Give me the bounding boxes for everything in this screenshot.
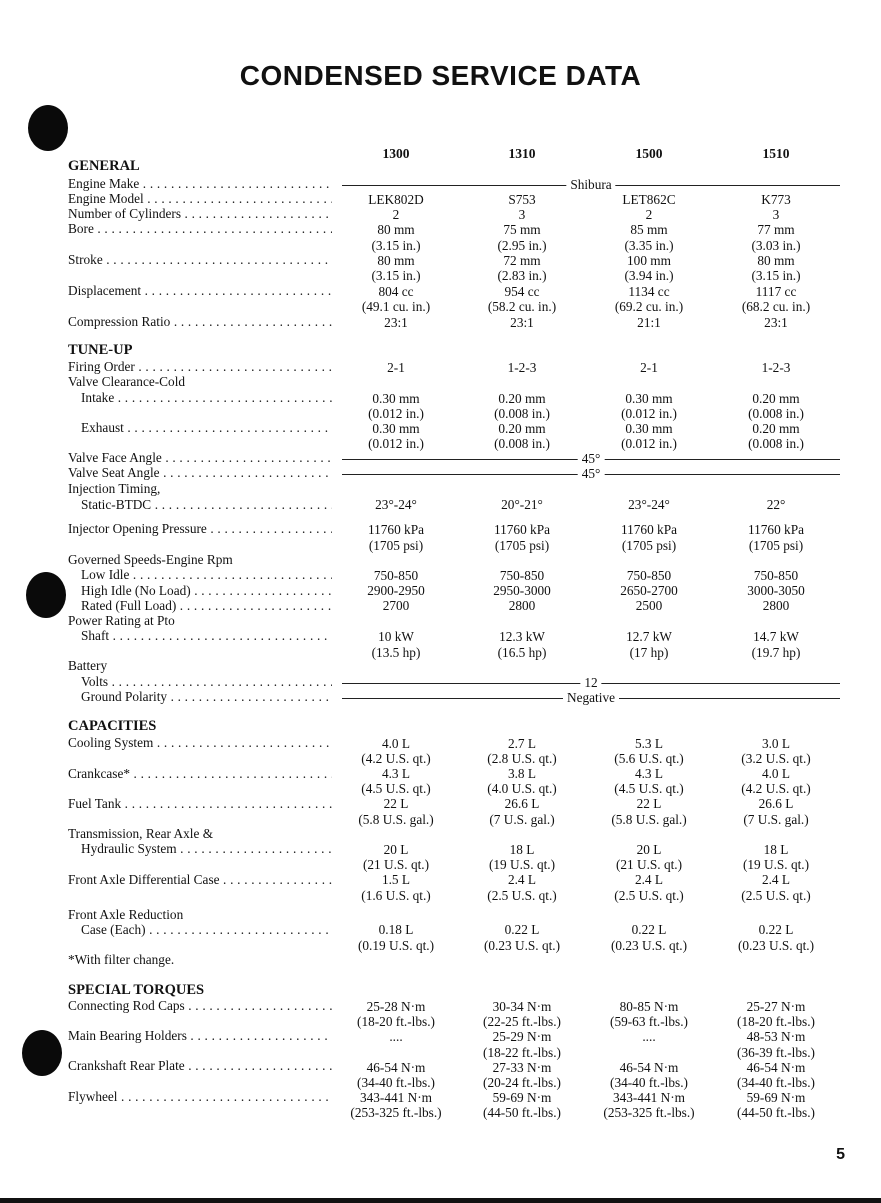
value-stroke-b-1300: (3.15 in.) <box>371 268 421 283</box>
span-text: 12 <box>580 675 601 691</box>
value-rod-a-1310: 30-34 N·m <box>492 999 552 1014</box>
value-diff-b-1300: (1.6 U.S. qt.) <box>361 888 431 903</box>
value-hyd-a-1310: 18 L <box>509 842 535 857</box>
span-value-valve-seat <box>342 466 840 482</box>
value-injector-a-1300: 11760 kPa <box>367 522 425 537</box>
column-header-1510: 1510 <box>762 146 790 161</box>
value-exhaust-a-1510: 0.20 mm <box>752 421 800 436</box>
value-intake-b-1310: (0.008 in.) <box>494 406 550 421</box>
label-cylinders: Number of Cylinders . . . <box>68 206 332 222</box>
label-firing-order: Firing Order . . . <box>68 359 332 375</box>
value-power-a-1310: 12.3 kW <box>499 629 545 644</box>
value-main-b-1310: (18-22 ft.-lbs.) <box>483 1045 561 1060</box>
value-low-idle-1310: 750-850 <box>499 568 545 583</box>
value-crank-b-1500: (4.5 U.S. qt.) <box>614 781 684 796</box>
bottom-rule <box>0 1198 881 1203</box>
section-torques: SPECIAL TORQUES <box>68 982 205 998</box>
value-intake-b-1300: (0.012 in.) <box>368 406 424 421</box>
value-injector-a-1310: 11760 kPa <box>493 522 551 537</box>
value-red-b-1310: (0.23 U.S. qt.) <box>483 938 561 953</box>
binder-hole-bottom <box>22 1030 62 1076</box>
value-rear-b-1510: (34-40 ft.-lbs.) <box>737 1075 815 1090</box>
label-valve-face: Valve Face Angle . . . <box>68 450 332 466</box>
label-front-diff: Front Axle Differential Case . . . <box>68 872 332 888</box>
value-main-a-1510: 48-53 N·m <box>746 1029 806 1044</box>
label-valve-clearance: Valve Clearance-Cold <box>68 374 186 389</box>
value-exhaust-a-1310: 0.20 mm <box>498 421 546 436</box>
label-injector-pressure: Injector Opening Pressure . . . <box>68 521 332 537</box>
value-exhaust-b-1510: (0.008 in.) <box>748 436 804 451</box>
value-rod-b-1310: (22-25 ft.-lbs.) <box>483 1014 561 1029</box>
value-cooling-a-1300: 4.0 L <box>381 736 411 751</box>
value-stroke-a-1500: 100 mm <box>627 253 671 268</box>
value-firing-order-1310: 1-2-3 <box>507 360 537 375</box>
page-number: 5 <box>836 1146 845 1163</box>
value-injector-b-1310: (1705 psi) <box>494 538 550 553</box>
value-injector-a-1500: 11760 kPa <box>620 522 678 537</box>
value-power-a-1510: 14.7 kW <box>753 629 799 644</box>
value-crank-b-1310: (4.0 U.S. qt.) <box>487 781 557 796</box>
label-rod-caps: Connecting Rod Caps . . . <box>68 998 332 1014</box>
value-high-idle-1300: 2900-2950 <box>367 583 425 598</box>
value-hyd-a-1510: 18 L <box>763 842 789 857</box>
value-fly-b-1510: (44-50 ft.-lbs.) <box>737 1105 815 1120</box>
value-cooling-a-1500: 5.3 L <box>634 736 664 751</box>
value-firing-order-1500: 2-1 <box>640 360 658 375</box>
value-red-b-1510: (0.23 U.S. qt.) <box>737 938 815 953</box>
label-engine-make: Engine Make . . . <box>68 176 332 192</box>
label-case-each: Case (Each) . . . <box>81 922 332 938</box>
value-intake-a-1510: 0.20 mm <box>752 391 800 406</box>
value-fly-a-1500: 343-441 N·m <box>612 1090 686 1105</box>
value-rated-1510: 2800 <box>762 598 790 613</box>
value-diff-b-1310: (2.5 U.S. qt.) <box>487 888 557 903</box>
value-red-b-1500: (0.23 U.S. qt.) <box>610 938 688 953</box>
value-stroke-b-1500: (3.94 in.) <box>624 268 674 283</box>
value-power-b-1310: (16.5 hp) <box>497 645 547 660</box>
value-crank-b-1510: (4.2 U.S. qt.) <box>741 781 811 796</box>
value-disp-b-1510: (68.2 cu. in.) <box>741 299 811 314</box>
value-red-b-1300: (0.19 U.S. qt.) <box>357 938 435 953</box>
value-red-a-1510: 0.22 L <box>758 922 794 937</box>
value-crank-b-1300: (4.5 U.S. qt.) <box>361 781 431 796</box>
section-general: GENERAL <box>68 158 140 174</box>
value-rated-1300: 2700 <box>382 598 410 613</box>
label-ground: Ground Polarity . . . <box>81 689 332 705</box>
value-bore-a-1510: 77 mm <box>757 222 795 237</box>
span-value-ground <box>342 690 840 706</box>
value-firing-order-1300: 2-1 <box>387 360 405 375</box>
value-intake-b-1510: (0.008 in.) <box>748 406 804 421</box>
value-compression-1510: 23:1 <box>764 315 788 330</box>
value-rod-b-1300: (18-20 ft.-lbs.) <box>357 1014 435 1029</box>
value-power-a-1300: 10 kW <box>378 629 414 644</box>
value-rear-a-1500: 46-54 N·m <box>619 1060 679 1075</box>
value-hyd-b-1510: (19 U.S. qt.) <box>742 857 810 872</box>
value-disp-b-1500: (69.2 cu. in.) <box>614 299 684 314</box>
value-exhaust-b-1300: (0.012 in.) <box>368 436 424 451</box>
value-fuel-a-1500: 22 L <box>636 796 662 811</box>
value-fuel-b-1300: (5.8 U.S. gal.) <box>358 812 434 827</box>
label-battery: Battery <box>68 658 108 673</box>
value-cylinders-1510: 3 <box>772 207 780 222</box>
value-firing-order-1510: 1-2-3 <box>761 360 791 375</box>
value-cooling-b-1310: (2.8 U.S. qt.) <box>487 751 557 766</box>
label-volts: Volts . . . <box>81 674 332 690</box>
value-engine-model-1300: LEK802D <box>368 192 424 207</box>
label-injection-timing: Injection Timing, <box>68 481 161 496</box>
value-exhaust-b-1500: (0.012 in.) <box>621 436 677 451</box>
value-rear-b-1500: (34-40 ft.-lbs.) <box>610 1075 688 1090</box>
value-high-idle-1510: 3000-3050 <box>747 583 805 598</box>
value-fly-b-1310: (44-50 ft.-lbs.) <box>483 1105 561 1120</box>
value-timing-1310: 20°-21° <box>501 497 543 512</box>
value-rod-a-1510: 25-27 N·m <box>746 999 806 1014</box>
value-diff-b-1500: (2.5 U.S. qt.) <box>614 888 684 903</box>
span-text: Negative <box>563 690 619 706</box>
value-stroke-b-1310: (2.83 in.) <box>497 268 547 283</box>
label-crankcase: Crankcase* . . . <box>68 766 332 782</box>
value-red-a-1300: 0.18 L <box>378 922 414 937</box>
span-text: 45° <box>578 466 605 482</box>
value-cooling-a-1310: 2.7 L <box>507 736 537 751</box>
value-main-a-1310: 25-29 N·m <box>492 1029 552 1044</box>
value-rear-b-1310: (20-24 ft.-lbs.) <box>483 1075 561 1090</box>
value-timing-1500: 23°-24° <box>628 497 670 512</box>
label-engine-model: Engine Model . . . <box>68 191 332 207</box>
value-stroke-a-1300: 80 mm <box>377 253 415 268</box>
value-engine-model-1310: S753 <box>508 192 536 207</box>
span-text: 45° <box>578 451 605 467</box>
value-fly-a-1310: 59-69 N·m <box>492 1090 552 1105</box>
value-fuel-a-1300: 22 L <box>383 796 409 811</box>
value-disp-a-1500: 1134 cc <box>628 284 670 299</box>
label-rated: Rated (Full Load) . . . <box>81 598 332 614</box>
label-displacement: Displacement . . . <box>68 283 332 299</box>
value-rod-b-1500: (59-63 ft.-lbs.) <box>610 1014 688 1029</box>
label-transmission: Transmission, Rear Axle & <box>68 826 214 841</box>
column-header-1500: 1500 <box>635 146 663 161</box>
span-value-engine-make <box>342 177 840 193</box>
value-fly-b-1500: (253-325 ft.-lbs.) <box>603 1105 695 1120</box>
value-diff-a-1510: 2.4 L <box>761 872 791 887</box>
value-fuel-b-1510: (7 U.S. gal.) <box>743 812 809 827</box>
value-intake-a-1300: 0.30 mm <box>372 391 420 406</box>
section-tuneup: TUNE-UP <box>68 342 133 358</box>
value-rated-1500: 2500 <box>635 598 663 613</box>
binder-hole-top <box>28 105 68 151</box>
value-power-a-1500: 12.7 kW <box>626 629 672 644</box>
value-red-a-1310: 0.22 L <box>504 922 540 937</box>
value-rear-a-1510: 46-54 N·m <box>746 1060 806 1075</box>
value-main-b-1510: (36-39 ft.-lbs.) <box>737 1045 815 1060</box>
label-rear-plate: Crankshaft Rear Plate . . . <box>68 1058 332 1074</box>
value-intake-a-1500: 0.30 mm <box>625 391 673 406</box>
label-compression: Compression Ratio . . . <box>68 314 332 330</box>
value-cylinders-1310: 3 <box>518 207 526 222</box>
label-stroke: Stroke . . . <box>68 252 332 268</box>
value-bore-a-1300: 80 mm <box>377 222 415 237</box>
value-power-b-1500: (17 hp) <box>629 645 669 660</box>
value-bore-a-1310: 75 mm <box>503 222 541 237</box>
label-flywheel: Flywheel . . . <box>68 1089 332 1105</box>
value-intake-b-1500: (0.012 in.) <box>621 406 677 421</box>
label-governed: Governed Speeds-Engine Rpm <box>68 552 233 567</box>
column-header-1310: 1310 <box>508 146 536 161</box>
value-diff-a-1310: 2.4 L <box>507 872 537 887</box>
value-red-a-1500: 0.22 L <box>631 922 667 937</box>
value-cylinders-1500: 2 <box>645 207 653 222</box>
label-shaft: Shaft . . . <box>81 628 332 644</box>
label-intake: Intake . . . <box>81 390 332 406</box>
label-high-idle: High Idle (No Load) . . . <box>81 583 332 599</box>
value-exhaust-b-1310: (0.008 in.) <box>494 436 550 451</box>
value-disp-a-1300: 804 cc <box>378 284 414 299</box>
label-front-reduction: Front Axle Reduction <box>68 907 184 922</box>
value-rated-1310: 2800 <box>508 598 536 613</box>
value-crank-a-1310: 3.8 L <box>507 766 537 781</box>
value-intake-a-1310: 0.20 mm <box>498 391 546 406</box>
value-compression-1310: 23:1 <box>510 315 534 330</box>
value-injector-b-1500: (1705 psi) <box>621 538 677 553</box>
value-hyd-a-1300: 20 L <box>383 842 409 857</box>
column-header-1300: 1300 <box>382 146 410 161</box>
value-high-idle-1310: 2950-3000 <box>493 583 551 598</box>
value-rear-b-1300: (34-40 ft.-lbs.) <box>357 1075 435 1090</box>
value-timing-1300: 23°-24° <box>375 497 417 512</box>
value-bore-b-1310: (2.95 in.) <box>497 238 547 253</box>
value-fly-a-1300: 343-441 N·m <box>359 1090 433 1105</box>
value-injector-b-1300: (1705 psi) <box>368 538 424 553</box>
binder-hole-middle <box>26 572 66 618</box>
value-fuel-a-1510: 26.6 L <box>758 796 794 811</box>
value-diff-b-1510: (2.5 U.S. qt.) <box>741 888 811 903</box>
value-rod-a-1300: 25-28 N·m <box>366 999 426 1014</box>
value-diff-a-1500: 2.4 L <box>634 872 664 887</box>
value-hyd-b-1300: (21 U.S. qt.) <box>362 857 430 872</box>
value-fly-a-1510: 59-69 N·m <box>746 1090 806 1105</box>
label-low-idle: Low Idle . . . <box>81 567 332 583</box>
label-cooling: Cooling System . . . <box>68 735 332 751</box>
value-crank-a-1510: 4.0 L <box>761 766 791 781</box>
label-exhaust: Exhaust . . . <box>81 420 332 436</box>
section-capacities: CAPACITIES <box>68 718 157 734</box>
value-fuel-a-1310: 26.6 L <box>504 796 540 811</box>
page-title: CONDENSED SERVICE DATA <box>239 60 642 91</box>
value-exhaust-a-1500: 0.30 mm <box>625 421 673 436</box>
footnote: *With filter change. <box>68 952 175 967</box>
value-main-a-1500: .... <box>642 1029 656 1044</box>
value-high-idle-1500: 2650-2700 <box>620 583 678 598</box>
value-injector-a-1510: 11760 kPa <box>747 522 805 537</box>
value-disp-b-1310: (58.2 cu. in.) <box>487 299 557 314</box>
value-exhaust-a-1300: 0.30 mm <box>372 421 420 436</box>
label-valve-seat: Valve Seat Angle . . . <box>68 465 332 481</box>
value-rear-a-1310: 27-33 N·m <box>492 1060 552 1075</box>
value-compression-1300: 23:1 <box>384 315 408 330</box>
value-rear-a-1300: 46-54 N·m <box>366 1060 426 1075</box>
value-cylinders-1300: 2 <box>392 207 400 222</box>
value-main-a-1300: .... <box>389 1029 403 1044</box>
value-fuel-b-1500: (5.8 U.S. gal.) <box>611 812 687 827</box>
label-fuel-tank: Fuel Tank . . . <box>68 796 332 812</box>
value-bore-a-1500: 85 mm <box>630 222 668 237</box>
value-timing-1510: 22° <box>766 497 786 512</box>
value-cooling-b-1500: (5.6 U.S. qt.) <box>614 751 684 766</box>
value-bore-b-1300: (3.15 in.) <box>371 238 421 253</box>
value-engine-model-1500: LET862C <box>622 192 676 207</box>
value-stroke-a-1310: 72 mm <box>503 253 541 268</box>
label-power-rating: Power Rating at Pto <box>68 613 175 628</box>
label-main-bearing: Main Bearing Holders . . . <box>68 1028 332 1044</box>
value-disp-b-1300: (49.1 cu. in.) <box>361 299 431 314</box>
value-fly-b-1300: (253-325 ft.-lbs.) <box>350 1105 442 1120</box>
value-low-idle-1300: 750-850 <box>373 568 419 583</box>
value-disp-a-1510: 1117 cc <box>755 284 797 299</box>
value-cooling-b-1510: (3.2 U.S. qt.) <box>741 751 811 766</box>
value-disp-a-1310: 954 cc <box>504 284 540 299</box>
value-hyd-b-1310: (19 U.S. qt.) <box>488 857 556 872</box>
value-bore-b-1510: (3.03 in.) <box>751 238 801 253</box>
value-cooling-a-1510: 3.0 L <box>761 736 791 751</box>
value-engine-model-1510: K773 <box>761 192 791 207</box>
value-rod-a-1500: 80-85 N·m <box>619 999 679 1014</box>
label-static-btdc: Static-BTDC . . . <box>81 497 332 513</box>
value-crank-a-1500: 4.3 L <box>634 766 664 781</box>
label-hydraulic: Hydraulic System . . . <box>81 841 332 857</box>
span-value-volts <box>342 675 840 691</box>
span-text: Shibura <box>566 177 615 193</box>
label-bore: Bore . . . <box>68 221 332 237</box>
value-diff-a-1300: 1.5 L <box>381 872 411 887</box>
value-hyd-a-1500: 20 L <box>636 842 662 857</box>
value-fuel-b-1310: (7 U.S. gal.) <box>489 812 555 827</box>
value-low-idle-1500: 750-850 <box>626 568 672 583</box>
value-low-idle-1510: 750-850 <box>753 568 799 583</box>
value-stroke-a-1510: 80 mm <box>757 253 795 268</box>
value-crank-a-1300: 4.3 L <box>381 766 411 781</box>
value-injector-b-1510: (1705 psi) <box>748 538 804 553</box>
value-stroke-b-1510: (3.15 in.) <box>751 268 801 283</box>
value-hyd-b-1500: (21 U.S. qt.) <box>615 857 683 872</box>
span-value-valve-face <box>342 451 840 467</box>
value-compression-1500: 21:1 <box>637 315 661 330</box>
value-power-b-1300: (13.5 hp) <box>371 645 421 660</box>
value-bore-b-1500: (3.35 in.) <box>624 238 674 253</box>
value-rod-b-1510: (18-20 ft.-lbs.) <box>737 1014 815 1029</box>
value-cooling-b-1300: (4.2 U.S. qt.) <box>361 751 431 766</box>
value-power-b-1510: (19.7 hp) <box>751 645 801 660</box>
